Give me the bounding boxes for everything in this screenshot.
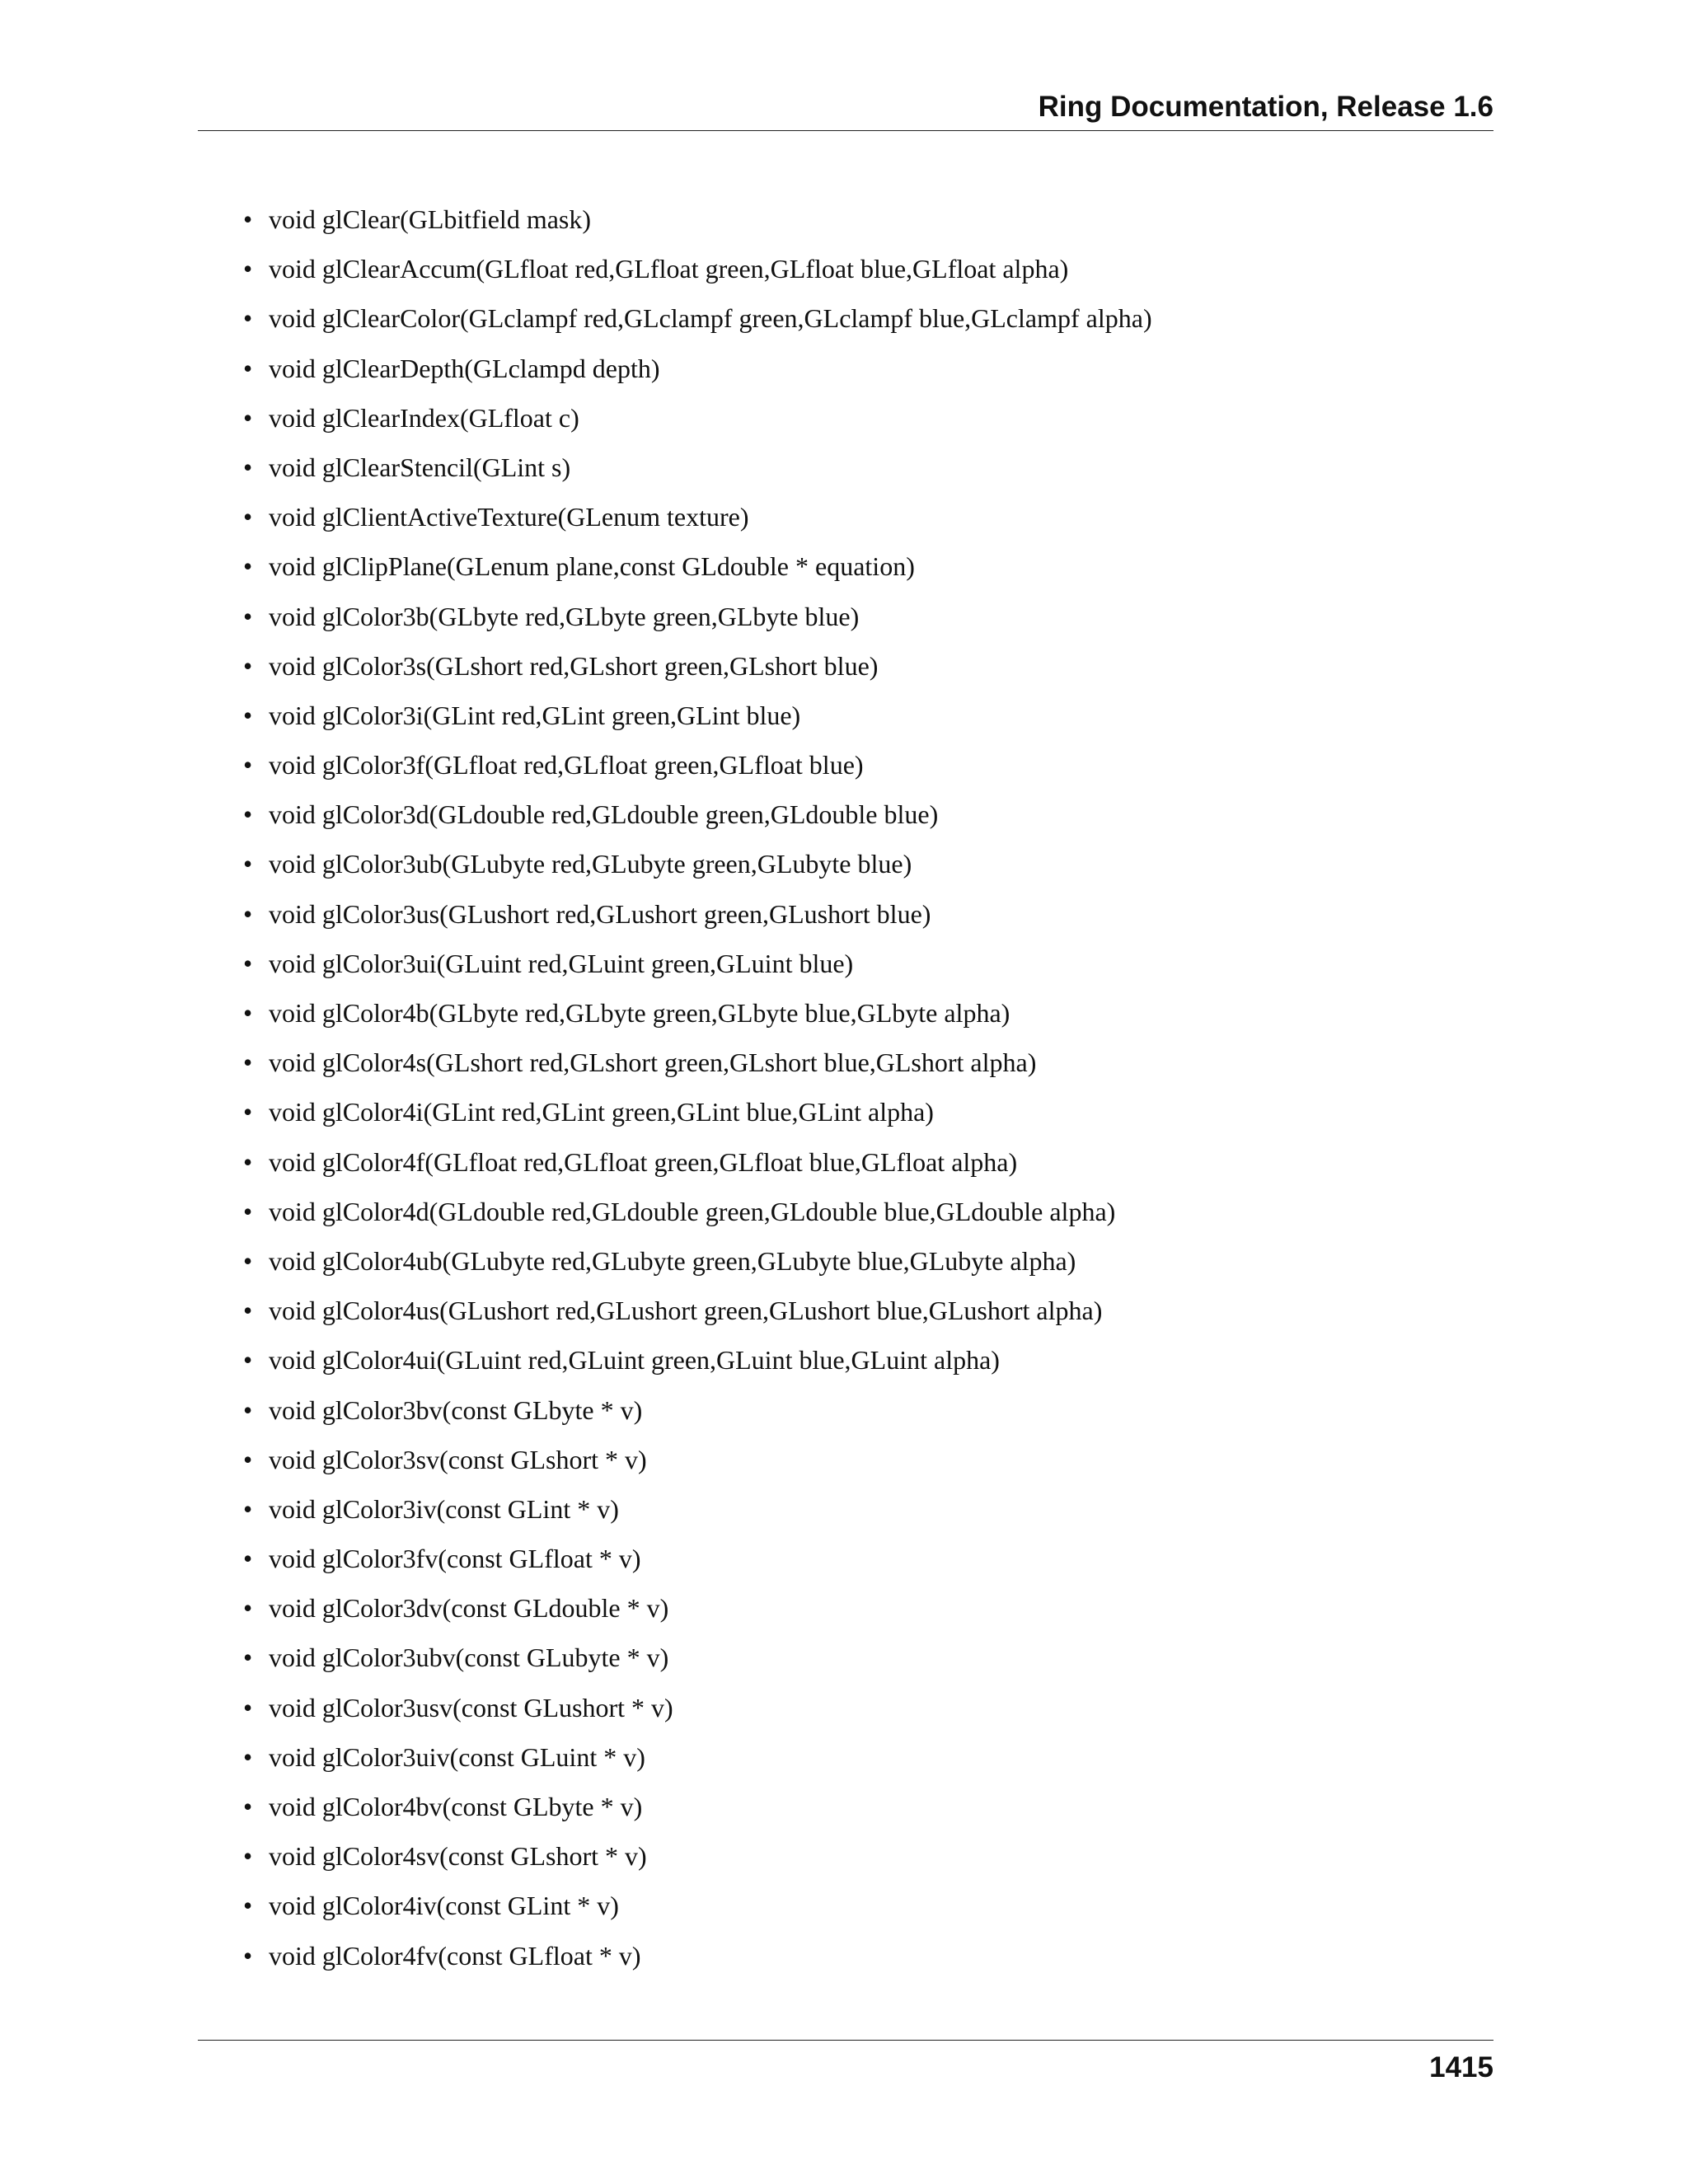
function-signature: void glColor4us(GLushort red,GLushort green,GLushort blue,GLushort alpha) (269, 1296, 1103, 1326)
bullet-icon: • (243, 849, 253, 879)
function-list-item (0, 1087, 1152, 1137)
bullet-icon: • (243, 1544, 253, 1574)
bullet-icon: • (243, 204, 253, 234)
function-list-item (0, 889, 1152, 939)
function-signature: void glColor3sv(const GLshort * v) (269, 1444, 647, 1474)
function-signature: void glColor3ub(GLubyte red,GLubyte green,GLubyte blue) (269, 849, 912, 879)
function-signature: void glColor3bv(const GLbyte * v) (269, 1394, 643, 1425)
function-signature: void glClear(GLbitfield mask) (269, 204, 592, 234)
function-signature: void glColor4b(GLbyte red,GLbyte green,GLbyte blue,GLbyte alpha) (269, 998, 1010, 1028)
function-signature: void glColor3usv(const GLushort * v) (269, 1692, 673, 1722)
function-signature: void glClipPlane(GLenum plane,const GLdouble * equation) (269, 551, 915, 582)
bullet-icon: • (243, 898, 253, 929)
bullet-icon: • (243, 1841, 253, 1872)
bullet-icon: • (243, 551, 253, 582)
function-list-item (0, 1484, 1152, 1534)
function-list-item (0, 1732, 1152, 1782)
function-list-item (0, 344, 1152, 393)
function-signature: void glColor3us(GLushort red,GLushort green,GLushort blue) (269, 898, 931, 929)
function-signature: void glColor3dv(const GLdouble * v) (269, 1593, 669, 1624)
function-signature: void glClearColor(GLclampf red,GLclampf green,GLclampf blue,GLclampf alpha) (269, 303, 1152, 334)
bullet-icon: • (243, 1245, 253, 1276)
function-signature: void glClientActiveTexture(GLenum texture) (269, 502, 749, 532)
function-list-item (0, 1335, 1152, 1385)
function-list-item (0, 1435, 1152, 1484)
function-list-item (0, 1236, 1152, 1286)
bullet-icon: • (243, 948, 253, 978)
function-signature: void glColor4sv(const GLshort * v) (269, 1841, 647, 1872)
function-list-item (0, 939, 1152, 988)
function-list-item (0, 1534, 1152, 1583)
function-list-item (0, 1633, 1152, 1682)
bullet-icon: • (243, 1692, 253, 1722)
bullet-icon: • (243, 303, 253, 334)
bullet-icon: • (243, 402, 253, 433)
function-signature: void glColor3s(GLshort red,GLshort green,GLshort blue) (269, 650, 879, 681)
bullet-icon: • (243, 1741, 253, 1772)
function-list-item (0, 1137, 1152, 1187)
function-signature: void glColor4f(GLfloat red,GLfloat green,GLfloat blue,GLfloat alpha) (269, 1146, 1018, 1177)
function-signature: void glColor3fv(const GLfloat * v) (269, 1544, 641, 1574)
function-signature: void glColor3b(GLbyte red,GLbyte green,GLbyte blue) (269, 601, 860, 631)
bullet-icon: • (243, 750, 253, 780)
bullet-icon: • (243, 452, 253, 482)
function-list-item (0, 1038, 1152, 1087)
function-list-item (0, 541, 1152, 591)
bullet-icon: • (243, 700, 253, 730)
running-header-title: Ring Documentation, Release 1.6 (1038, 91, 1493, 123)
bullet-icon: • (243, 1493, 253, 1524)
function-signature: void glColor4s(GLshort red,GLshort green,GLshort blue,GLshort alpha) (269, 1047, 1037, 1078)
bullet-icon: • (243, 1444, 253, 1474)
bullet-icon: • (243, 998, 253, 1028)
function-signature: void glColor3ui(GLuint red,GLuint green,GLuint blue) (269, 948, 854, 978)
bullet-icon: • (243, 1047, 253, 1078)
function-signature: void glColor3f(GLfloat red,GLfloat green,GLfloat blue) (269, 750, 864, 780)
bullet-icon: • (243, 1593, 253, 1624)
function-list-item (0, 1831, 1152, 1881)
bullet-icon: • (243, 1146, 253, 1177)
function-list (0, 194, 1152, 1980)
function-signature: void glColor4fv(const GLfloat * v) (269, 1940, 641, 1971)
function-list-item (0, 1583, 1152, 1633)
function-list-item (0, 1782, 1152, 1831)
function-signature: void glColor4d(GLdouble red,GLdouble green,GLdouble blue,GLdouble alpha) (269, 1196, 1116, 1226)
function-list-item (0, 1931, 1152, 1980)
page-number: 1415 (1429, 2051, 1493, 2083)
bullet-icon: • (243, 1196, 253, 1226)
function-signature: void glColor3iv(const GLint * v) (269, 1493, 619, 1524)
function-list-item (0, 790, 1152, 839)
function-list-item (0, 1385, 1152, 1435)
header-divider (198, 130, 1493, 131)
function-list-item (0, 691, 1152, 740)
bullet-icon: • (243, 1792, 253, 1821)
bullet-icon: • (243, 502, 253, 532)
function-signature: void glColor3i(GLint red,GLint green,GLint blue) (269, 700, 801, 730)
bullet-icon: • (243, 650, 253, 681)
function-signature: void glColor3d(GLdouble red,GLdouble green,GLdouble blue) (269, 799, 939, 830)
function-signature: void glColor4i(GLint red,GLint green,GLint blue,GLint alpha) (269, 1097, 934, 1127)
bullet-icon: • (243, 1345, 253, 1376)
function-list-item (0, 492, 1152, 541)
function-list-item (0, 393, 1152, 443)
bullet-icon: • (243, 799, 253, 830)
bullet-icon: • (243, 1940, 253, 1971)
footer-divider (198, 2040, 1493, 2041)
function-signature: void glClearAccum(GLfloat red,GLfloat green,GLfloat blue,GLfloat alpha) (269, 254, 1069, 284)
function-list-item (0, 641, 1152, 691)
function-list-item (0, 443, 1152, 492)
function-list-item (0, 293, 1152, 343)
function-list-item (0, 740, 1152, 790)
bullet-icon: • (243, 1394, 253, 1425)
function-list-item (0, 988, 1152, 1038)
function-list-item (0, 244, 1152, 293)
function-signature: void glColor4bv(const GLbyte * v) (269, 1792, 643, 1821)
function-signature: void glColor3ubv(const GLubyte * v) (269, 1643, 669, 1673)
function-list-item (0, 1187, 1152, 1236)
function-list-item (0, 1286, 1152, 1335)
function-signature: void glClearDepth(GLclampd depth) (269, 353, 660, 383)
function-list-item (0, 1683, 1152, 1732)
function-list-item (0, 839, 1152, 888)
function-signature: void glColor4ub(GLubyte red,GLubyte green,GLubyte blue,GLubyte alpha) (269, 1245, 1076, 1276)
bullet-icon: • (243, 254, 253, 284)
function-signature: void glColor4ui(GLuint red,GLuint green,GLuint blue,GLuint alpha) (269, 1345, 1000, 1376)
function-signature: void glClearIndex(GLfloat c) (269, 402, 579, 433)
bullet-icon: • (243, 1296, 253, 1326)
function-signature: void glClearStencil(GLint s) (269, 452, 571, 482)
bullet-icon: • (243, 1643, 253, 1673)
function-list-item (0, 592, 1152, 641)
bullet-icon: • (243, 353, 253, 383)
function-list-item (0, 1881, 1152, 1930)
function-signature: void glColor3uiv(const GLuint * v) (269, 1741, 645, 1772)
bullet-icon: • (243, 601, 253, 631)
bullet-icon: • (243, 1097, 253, 1127)
function-signature: void glColor4iv(const GLint * v) (269, 1891, 619, 1921)
function-list-item (0, 194, 1152, 244)
bullet-icon: • (243, 1891, 253, 1921)
